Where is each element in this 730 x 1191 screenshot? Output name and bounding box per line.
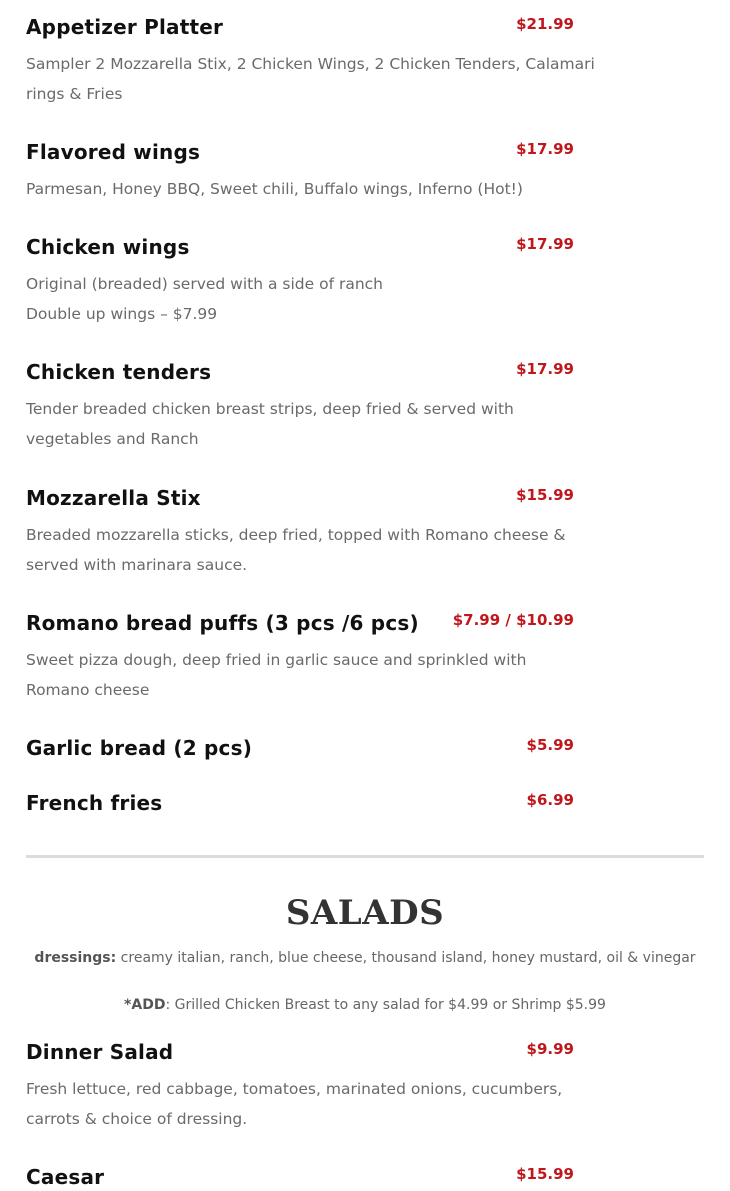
item-description bbox=[26, 49, 595, 109]
description-line: Fresh lettuce, red cabbage, tomatoes, marinated onions, cucumbers, bbox=[26, 1080, 563, 1098]
item-name: Dinner Salad bbox=[26, 1040, 174, 1064]
add-text: : Grilled Chicken Breast to any salad for $4.99 or Shrimp $5.99 bbox=[165, 997, 606, 1013]
add-label: *ADD bbox=[124, 997, 166, 1013]
description-line: vegetables and Ranch bbox=[26, 430, 199, 448]
item-name: Appetizer Platter bbox=[26, 15, 224, 39]
description-line: Double up wings – $7.99 bbox=[26, 305, 218, 323]
item-description bbox=[26, 645, 574, 705]
item-name: Chicken wings bbox=[26, 235, 190, 259]
item-name: Caesar bbox=[26, 1165, 105, 1189]
section-divider bbox=[26, 855, 704, 858]
item-name: Romano bread puffs (3 pcs /6 pcs) bbox=[26, 611, 419, 635]
description-line: Tender breaded chicken breast strips, deep fried & served with bbox=[26, 400, 514, 418]
item-name: Flavored wings bbox=[26, 140, 201, 164]
description-line: Breaded mozzarella sticks, deep fried, topped with Romano cheese & bbox=[26, 526, 566, 544]
item-price: $17.99 bbox=[516, 360, 574, 378]
item-price: $6.99 bbox=[526, 791, 574, 809]
section-title: SALADS bbox=[285, 893, 445, 933]
item-price: $9.99 bbox=[526, 1040, 574, 1058]
item-description bbox=[26, 394, 574, 454]
item-description bbox=[26, 520, 574, 580]
description-line: Sampler 2 Mozzarella Stix, 2 Chicken Wings, 2 Chicken Tenders, Calamari bbox=[26, 55, 595, 73]
dressings-note bbox=[0, 950, 730, 966]
item-description bbox=[26, 174, 574, 204]
description-line: Parmesan, Honey BBQ, Sweet chili, Buffalo wings, Inferno (Hot!) bbox=[26, 180, 523, 198]
item-name: Chicken tenders bbox=[26, 360, 212, 384]
description-line: Original (breaded) served with a side of ranch bbox=[26, 275, 384, 293]
item-description bbox=[26, 1074, 574, 1134]
description-line: rings & Fries bbox=[26, 85, 123, 103]
item-price: $17.99 bbox=[516, 140, 574, 158]
description-line: served with marinara sauce. bbox=[26, 556, 248, 574]
item-description bbox=[26, 269, 574, 329]
item-price: $15.99 bbox=[516, 1165, 574, 1183]
description-line: Romano cheese bbox=[26, 681, 150, 699]
item-price: $7.99 / $10.99 bbox=[452, 611, 574, 629]
item-price: $15.99 bbox=[516, 486, 574, 504]
item-price: $17.99 bbox=[516, 235, 574, 253]
item-name: Mozzarella Stix bbox=[26, 486, 201, 510]
item-price: $5.99 bbox=[526, 736, 574, 754]
item-name: Garlic bread (2 pcs) bbox=[26, 736, 253, 760]
item-name: French fries bbox=[26, 791, 163, 815]
description-line: carrots & choice of dressing. bbox=[26, 1110, 248, 1128]
dressings-label: dressings: bbox=[34, 950, 117, 966]
item-price: $21.99 bbox=[516, 15, 574, 33]
dressings-text: creamy italian, ranch, blue cheese, thousand island, honey mustard, oil & vinegar bbox=[116, 950, 696, 966]
description-line: Sweet pizza dough, deep fried in garlic sauce and sprinkled with bbox=[26, 651, 527, 669]
add-note bbox=[0, 997, 730, 1013]
